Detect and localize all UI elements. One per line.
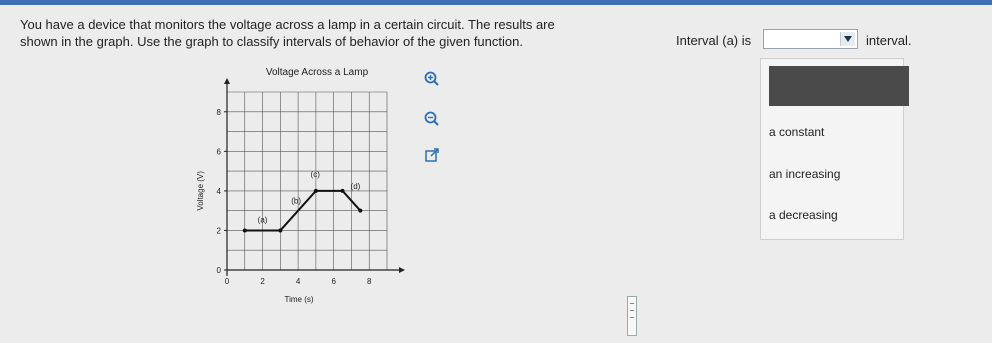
interval-label: (b) [291, 196, 302, 206]
zoom-out-icon[interactable] [421, 108, 443, 130]
x-tick-label: 8 [366, 277, 372, 286]
y-tick-label: 4 [216, 186, 221, 196]
chart-title: Voltage Across a Lamp [265, 67, 369, 78]
top-accent-bar [0, 0, 992, 5]
dropdown-options-list [760, 58, 904, 240]
y-tick-label: 2 [216, 226, 221, 236]
y-axis-arrow [224, 78, 230, 84]
y-tick-label: 8 [216, 107, 221, 117]
external-link-icon[interactable] [421, 144, 443, 166]
answer-sentence [676, 33, 912, 48]
chevron-down-icon[interactable] [840, 32, 855, 46]
answer-prefix: Interval (a) is [676, 33, 752, 48]
interval-label: (c) [310, 169, 320, 179]
data-point [358, 209, 362, 213]
question-line-1: You have a device that monitors the voltage across a lamp in a certain circuit. The results are [20, 17, 555, 32]
data-point [278, 228, 282, 232]
x-tick-label: 6 [331, 277, 336, 286]
x-tick-label: 4 [295, 277, 301, 286]
interval-label: (a) [257, 215, 268, 225]
y-axis-label: Voltage (V) [196, 171, 205, 211]
y-tick-label: 0 [216, 266, 221, 275]
x-axis-label: Time (s) [284, 295, 314, 304]
chart-svg [185, 60, 415, 310]
interval-a-dropdown[interactable] [763, 29, 858, 49]
voltage-graph [185, 60, 415, 310]
resize-handle[interactable] [627, 296, 637, 336]
y-tick-label: 6 [216, 147, 221, 157]
option-increasing[interactable]: an increasing [769, 167, 841, 181]
data-point [314, 189, 318, 193]
question-line-2: shown in the graph. Use the graph to classify intervals of behavior of the given function. [20, 34, 523, 49]
option-decreasing[interactable]: a decreasing [769, 208, 838, 222]
question-text [20, 16, 630, 50]
dropdown-highlighted-option[interactable] [769, 66, 909, 106]
data-point [341, 189, 345, 193]
data-point [243, 228, 247, 232]
x-axis-arrow [399, 267, 405, 273]
x-tick-label: 2 [260, 277, 265, 286]
answer-suffix: interval. [866, 33, 912, 48]
interval-label: (d) [350, 181, 361, 191]
x-tick-label: 0 [224, 277, 230, 286]
option-constant[interactable]: a constant [769, 125, 825, 139]
zoom-in-icon[interactable] [421, 68, 443, 90]
